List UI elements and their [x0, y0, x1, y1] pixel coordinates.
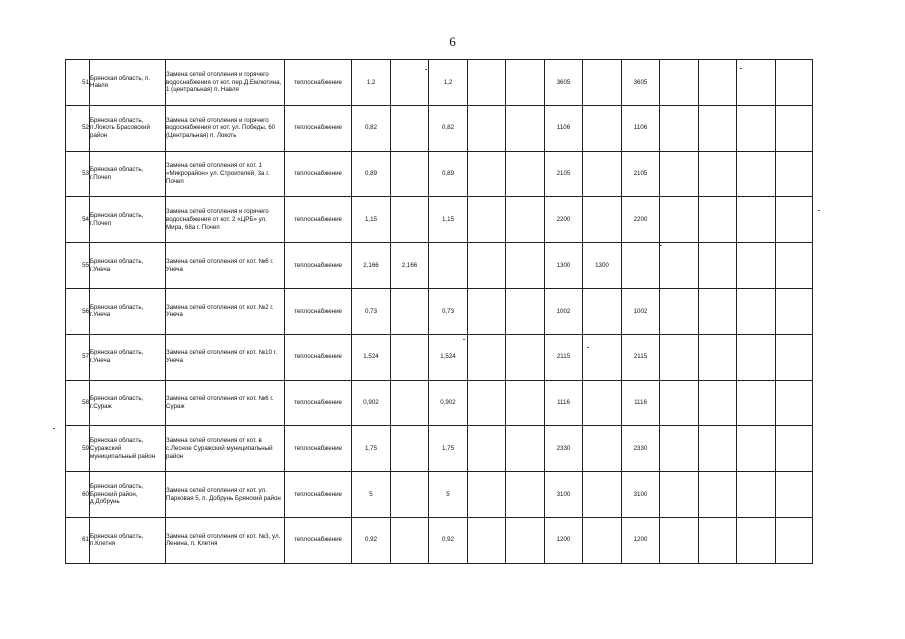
table-row: [66, 380, 813, 426]
empty-cell: [737, 334, 776, 380]
length-total-cell: 0,73: [352, 288, 391, 334]
empty-cell: [660, 105, 699, 151]
length-total-cell: 0,902: [352, 380, 391, 426]
row-number: 61: [66, 517, 90, 563]
empty-cell: [699, 243, 737, 289]
scan-speck: [425, 69, 427, 70]
row-number: 55: [66, 243, 90, 289]
cost-total-cell: 2330: [545, 426, 583, 472]
cost-col2-cell: [583, 380, 622, 426]
empty-cell: [776, 517, 813, 563]
length-col4-cell: [468, 380, 506, 426]
table-row: [66, 243, 813, 289]
length-col2-cell: [391, 105, 429, 151]
service-type-cell: теплоснабжение: [285, 197, 352, 243]
empty-cell: [699, 288, 737, 334]
length-col2-cell: [391, 60, 429, 106]
scan-speck: [463, 339, 465, 340]
empty-cell: [660, 426, 699, 472]
length-total-cell: 0,92: [352, 517, 391, 563]
cost-col3-cell: 3605: [622, 60, 660, 106]
length-col5-cell: [506, 197, 545, 243]
length-col5-cell: [506, 105, 545, 151]
table-row: [66, 334, 813, 380]
scan-speck: [587, 347, 589, 348]
cost-col3-cell: 1106: [622, 105, 660, 151]
length-col4-cell: [468, 60, 506, 106]
description-cell: Замена сетей отопления от кот. ул. Парковая 5, п. Добрунь Брянский район: [166, 472, 285, 518]
length-col4-cell: [468, 517, 506, 563]
length-total-cell: 1,15: [352, 197, 391, 243]
length-col2-cell: [391, 288, 429, 334]
cost-col2-cell: [583, 288, 622, 334]
empty-cell: [776, 380, 813, 426]
empty-cell: [660, 472, 699, 518]
cost-col2-cell: [583, 426, 622, 472]
empty-cell: [699, 105, 737, 151]
service-type-cell: теплоснабжение: [285, 151, 352, 197]
service-type-cell: теплоснабжение: [285, 60, 352, 106]
empty-cell: [776, 472, 813, 518]
cost-col2-cell: [583, 472, 622, 518]
empty-cell: [660, 197, 699, 243]
length-col3-cell: 1,15: [429, 197, 468, 243]
description-cell: Замена сетей отопления от кот. №3, ул. Ленина, п. Клетня: [166, 517, 285, 563]
cost-total-cell: 2200: [545, 197, 583, 243]
location-cell: Брянская область, п. Навля: [90, 60, 166, 106]
description-cell: Замена сетей отопления от кот. 1 «Микрорайон» ул. Строителей, 3а г. Почеп: [166, 151, 285, 197]
empty-cell: [776, 288, 813, 334]
empty-cell: [737, 197, 776, 243]
description-cell: Замена сетей отопления от кот. №6 г. Сураж: [166, 380, 285, 426]
length-col4-cell: [468, 334, 506, 380]
service-type-cell: теплоснабжение: [285, 472, 352, 518]
length-col5-cell: [506, 472, 545, 518]
service-type-cell: теплоснабжение: [285, 380, 352, 426]
row-number: 58: [66, 380, 90, 426]
scan-speck: [53, 428, 55, 429]
location-cell: Брянская область, п.Клетня: [90, 517, 166, 563]
length-col3-cell: 0,902: [429, 380, 468, 426]
length-total-cell: 0,89: [352, 151, 391, 197]
row-number: 56: [66, 288, 90, 334]
cost-col2-cell: [583, 517, 622, 563]
location-cell: Брянская область, г.Почеп: [90, 197, 166, 243]
row-number: 51: [66, 60, 90, 106]
location-cell: Брянская область, г.Унеча: [90, 243, 166, 289]
empty-cell: [660, 151, 699, 197]
empty-cell: [737, 105, 776, 151]
empty-cell: [660, 288, 699, 334]
length-col5-cell: [506, 243, 545, 289]
length-total-cell: 1,524: [352, 334, 391, 380]
length-col4-cell: [468, 197, 506, 243]
empty-cell: [699, 60, 737, 106]
description-cell: Замена сетей отопления и горячего водоснабжения от кот. 2 «ЦРБ» ул. Мира, 68а г. Почеп: [166, 197, 285, 243]
cost-total-cell: 1106: [545, 105, 583, 151]
service-type-cell: теплоснабжение: [285, 105, 352, 151]
empty-cell: [776, 151, 813, 197]
length-col4-cell: [468, 472, 506, 518]
empty-cell: [737, 60, 776, 106]
empty-cell: [737, 517, 776, 563]
empty-cell: [660, 380, 699, 426]
table-row: [66, 60, 813, 106]
cost-total-cell: 3100: [545, 472, 583, 518]
empty-cell: [776, 105, 813, 151]
length-col3-cell: 5: [429, 472, 468, 518]
cost-col3-cell: 1200: [622, 517, 660, 563]
row-number: 57: [66, 334, 90, 380]
cost-total-cell: 2115: [545, 334, 583, 380]
length-col2-cell: [391, 517, 429, 563]
length-total-cell: 5: [352, 472, 391, 518]
cost-col3-cell: 3100: [622, 472, 660, 518]
cost-total-cell: 2105: [545, 151, 583, 197]
location-cell: Брянская область, г.Унеча: [90, 288, 166, 334]
empty-cell: [699, 151, 737, 197]
cost-col3-cell: 1116: [622, 380, 660, 426]
row-number: 54: [66, 197, 90, 243]
location-cell: Брянская область, г.Унеча: [90, 334, 166, 380]
row-number: 60: [66, 472, 90, 518]
row-number: 52: [66, 105, 90, 151]
investment-program-table: [65, 59, 813, 564]
length-col3-cell: 0,92: [429, 517, 468, 563]
description-cell: Замена сетей отопления от кот. №10 г. Унеча: [166, 334, 285, 380]
length-col5-cell: [506, 151, 545, 197]
length-col3-cell: 1,2: [429, 60, 468, 106]
table-row: [66, 517, 813, 563]
empty-cell: [660, 60, 699, 106]
empty-cell: [699, 334, 737, 380]
length-col2-cell: [391, 426, 429, 472]
empty-cell: [737, 472, 776, 518]
cost-total-cell: 1116: [545, 380, 583, 426]
service-type-cell: теплоснабжение: [285, 288, 352, 334]
table-row: [66, 197, 813, 243]
empty-cell: [699, 472, 737, 518]
scan-speck: [818, 210, 820, 211]
cost-total-cell: 1300: [545, 243, 583, 289]
length-col4-cell: [468, 426, 506, 472]
description-cell: Замена сетей отопления от кот. в с.Лесное Суражский муниципальный район: [166, 426, 285, 472]
description-cell: Замена сетей отопления и горячего водоснабжения от кот. ул. Победы, 60 (Центральная) п. Локоть: [166, 105, 285, 151]
cost-col2-cell: [583, 151, 622, 197]
length-total-cell: 0,82: [352, 105, 391, 151]
cost-col3-cell: 2200: [622, 197, 660, 243]
length-col3-cell: 0,73: [429, 288, 468, 334]
description-cell: Замена сетей отопления от кот. №6 г. Унеча: [166, 243, 285, 289]
length-col5-cell: [506, 334, 545, 380]
length-total-cell: 2,166: [352, 243, 391, 289]
empty-cell: [660, 517, 699, 563]
length-col2-cell: [391, 334, 429, 380]
length-col2-cell: [391, 197, 429, 243]
service-type-cell: теплоснабжение: [285, 334, 352, 380]
length-col2-cell: [391, 380, 429, 426]
length-col2-cell: [391, 472, 429, 518]
length-col4-cell: [468, 105, 506, 151]
empty-cell: [737, 380, 776, 426]
length-col5-cell: [506, 426, 545, 472]
cost-col2-cell: [583, 60, 622, 106]
length-col4-cell: [468, 151, 506, 197]
length-total-cell: 1,75: [352, 426, 391, 472]
length-col5-cell: [506, 517, 545, 563]
empty-cell: [699, 517, 737, 563]
table-row: [66, 288, 813, 334]
cost-col2-cell: [583, 105, 622, 151]
location-cell: Брянская область, г.Почеп: [90, 151, 166, 197]
length-col3-cell: 0,89: [429, 151, 468, 197]
empty-cell: [737, 243, 776, 289]
empty-cell: [737, 426, 776, 472]
empty-cell: [660, 243, 699, 289]
length-col3-cell: 0,82: [429, 105, 468, 151]
empty-cell: [699, 380, 737, 426]
length-col5-cell: [506, 380, 545, 426]
length-total-cell: 1,2: [352, 60, 391, 106]
cost-total-cell: 3605: [545, 60, 583, 106]
description-cell: Замена сетей отопления от кот. №2 г. Унеча: [166, 288, 285, 334]
row-number: 53: [66, 151, 90, 197]
cost-col3-cell: 2105: [622, 151, 660, 197]
service-type-cell: теплоснабжение: [285, 243, 352, 289]
empty-cell: [699, 426, 737, 472]
empty-cell: [776, 243, 813, 289]
service-type-cell: теплоснабжение: [285, 426, 352, 472]
description-cell: Замена сетей отопления и горячего водоснабжения от кот. пер.Д.Емлютина, 1 (центральная) п. Навля: [166, 60, 285, 106]
cost-col3-cell: [622, 243, 660, 289]
scan-speck: [740, 68, 742, 69]
length-col3-cell: 1,75: [429, 426, 468, 472]
length-col5-cell: [506, 60, 545, 106]
empty-cell: [776, 197, 813, 243]
service-type-cell: теплоснабжение: [285, 517, 352, 563]
location-cell: Брянская область, п.Локоть Брасовский район: [90, 105, 166, 151]
table-row: [66, 426, 813, 472]
length-col3-cell: 1,524: [429, 334, 468, 380]
cost-col3-cell: 2330: [622, 426, 660, 472]
cost-col3-cell: 1002: [622, 288, 660, 334]
table-body: [66, 60, 813, 564]
page-number: 6: [449, 34, 456, 49]
scan-speck: [660, 245, 662, 246]
cost-col3-cell: 2115: [622, 334, 660, 380]
empty-cell: [699, 197, 737, 243]
empty-cell: [660, 334, 699, 380]
location-cell: Брянская область, Суражский муниципальный район: [90, 426, 166, 472]
cost-total-cell: 1200: [545, 517, 583, 563]
location-cell: Брянская область, Брянский район, д.Добрунь: [90, 472, 166, 518]
table-row: [66, 472, 813, 518]
table-row: [66, 105, 813, 151]
row-number: 59: [66, 426, 90, 472]
length-col4-cell: [468, 243, 506, 289]
length-col3-cell: [429, 243, 468, 289]
cost-total-cell: 1002: [545, 288, 583, 334]
cost-col2-cell: [583, 197, 622, 243]
empty-cell: [776, 60, 813, 106]
location-cell: Брянская область, г.Сураж: [90, 380, 166, 426]
empty-cell: [776, 334, 813, 380]
empty-cell: [776, 426, 813, 472]
cost-col2-cell: 1300: [583, 243, 622, 289]
length-col5-cell: [506, 288, 545, 334]
table-row: [66, 151, 813, 197]
empty-cell: [737, 151, 776, 197]
length-col4-cell: [468, 288, 506, 334]
empty-cell: [737, 288, 776, 334]
length-col2-cell: [391, 151, 429, 197]
cost-col2-cell: [583, 334, 622, 380]
length-col2-cell: 2,166: [391, 243, 429, 289]
